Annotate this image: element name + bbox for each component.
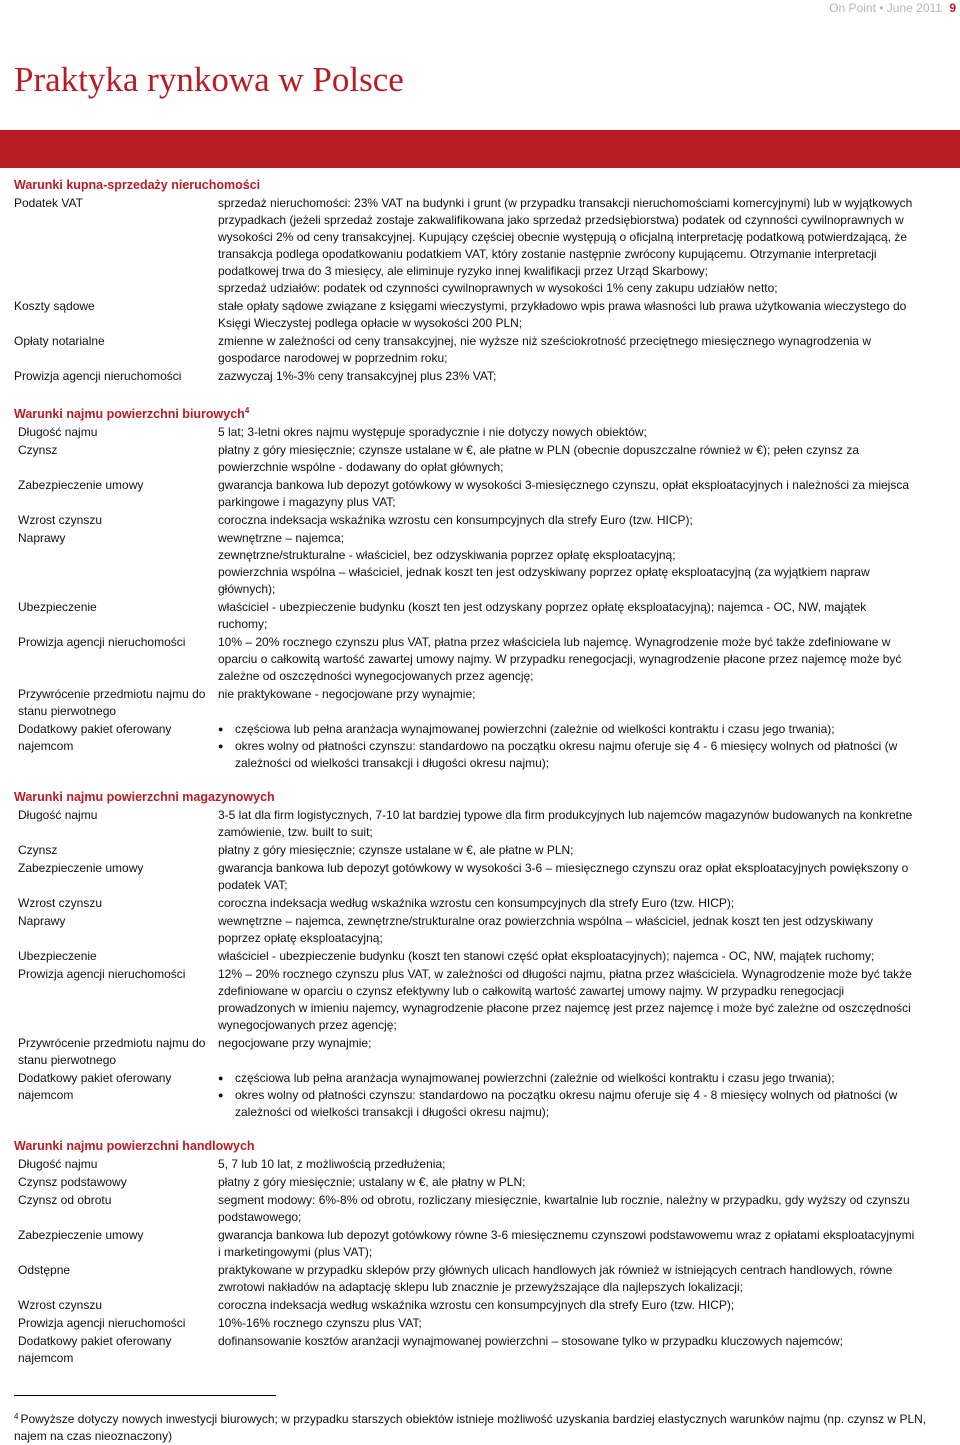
term-row bbox=[0, 860, 960, 894]
section-title bbox=[14, 1138, 960, 1155]
term-label: Opłaty notarialne bbox=[14, 334, 105, 348]
section bbox=[0, 402, 960, 772]
term-row bbox=[0, 368, 960, 385]
term-row bbox=[0, 807, 960, 841]
term-paragraph: 3-5 lat dla firm logistycznych, 7-10 lat bardziej typowe dla firm produkcyjnych lub najemców magazynów budowanych na konkretne zamówienie, tzw. built to suit; bbox=[218, 808, 913, 840]
term-paragraph: nie praktykowane - negocjowane przy wynajmie; bbox=[218, 687, 476, 702]
term-paragraph: gwarancja bankowa lub depozyt gotówkowy w wysokości 3-miesięcznego czynszu, opłat eksploatacyjnych i należności za miejsca parkingowe i magazyny plus VAT; bbox=[218, 478, 910, 510]
term-paragraph: negocjowane przy wynajmie; bbox=[218, 1036, 372, 1051]
term-label: Zabezpieczenie umowy bbox=[18, 478, 144, 493]
term-paragraph: 10%-16% rocznego czynszu plus VAT; bbox=[218, 1316, 422, 1331]
term-paragraph: 5 lat; 3-letni okres najmu występuje sporadycznie i nie dotyczy nowych obiektów; bbox=[218, 425, 647, 440]
section-title bbox=[14, 789, 960, 806]
term-label: Dodatkowy pakiet oferowany najemcom bbox=[18, 1071, 172, 1103]
term-label: Czynsz bbox=[18, 843, 58, 858]
term-paragraph: gwarancja bankowa lub depozyt gotówkowy równe 3-6 miesięcznemu czynszowi podstawowemu wraz z opłatami eksploatacyjnymi i marketingowymi (plus VAT); bbox=[218, 1228, 915, 1260]
term-value bbox=[218, 368, 918, 385]
term-value bbox=[218, 477, 918, 511]
term-paragraph: sprzedaż nieruchomości: 23% VAT na budynki i grunt (w przypadku transakcji nieruchomościami komercyjnymi) lub w wyjątkowych przypadkach (jeżeli sprzedaż zostaje zakwalifikowana jako sprzedaż przedsiębiorstwa) podatek od czynności cywilnoprawnych w wysokości 2% od ceny transakcyjnej. Kupujący częściej obecnie występują o oficjalną interpretację podatkową potwierdzającą, że transakcja podlega opodatkowaniu podatkiem VAT, który zostanie następnie zwrócony kupującemu. Otrzymanie interpretacji podatkowej trwa do 3 miesięcy, ale eliminuje ryzyko innej kwalifikacji przez Urząd Skarbowy; bbox=[218, 196, 913, 278]
term-label: Wzrost czynszu bbox=[18, 513, 103, 528]
term-row bbox=[0, 1192, 960, 1226]
footnote bbox=[14, 1408, 939, 1445]
term-paragraph: 12% – 20% rocznego czynszu plus VAT, w zależności od długości najmu, płatna przez właściciela. Wynagrodzenie może być także zdefiniowane w oparciu o czynsz efektywny lub o całkowitą wartość zawartej umowy najmy. W przypadku renegocjacji prowadzonych w imieniu najemcy, wynagrodzenie płacone przez najemcę jest przez najemcę i może być zależne od oszczędności wynegocjowanych przez agencję; bbox=[218, 967, 912, 1033]
term-row bbox=[0, 424, 960, 441]
footnote-reference: 4 bbox=[244, 406, 250, 415]
term-value bbox=[218, 948, 918, 965]
term-label: Zabezpieczenie umowy bbox=[18, 1228, 144, 1243]
term-label: Przywrócenie przedmiotu najmu do stanu pierwotnego bbox=[18, 1036, 206, 1068]
term-row bbox=[0, 442, 960, 476]
term-value bbox=[218, 913, 918, 947]
term-value bbox=[218, 721, 918, 772]
term-value bbox=[218, 1262, 918, 1296]
term-label: Podatek VAT bbox=[14, 196, 83, 210]
term-label: Naprawy bbox=[18, 914, 66, 929]
term-paragraph: zazwyczaj 1%-3% ceny transakcyjnej plus 23% VAT; bbox=[218, 369, 497, 383]
term-row bbox=[0, 195, 960, 297]
term-row bbox=[0, 477, 960, 511]
header-date: June 2011 bbox=[886, 1, 942, 15]
term-value bbox=[218, 1174, 918, 1191]
term-value bbox=[218, 424, 918, 441]
term-label: Ubezpieczenie bbox=[18, 600, 97, 615]
term-row bbox=[0, 1262, 960, 1296]
term-value bbox=[218, 1070, 918, 1121]
footnote-text: Powyższe dotyczy nowych inwestycji biurowych; w przypadku starszych obiektów istnieje możliwość uzyskania bardziej elastycznych warunków najmu (np. czynsz w PLN, najem na czas nieoznaczony) bbox=[14, 1412, 927, 1443]
term-row bbox=[0, 1297, 960, 1314]
term-paragraph: właściciel - ubezpieczenie budynku (koszt ten jest odzyskany poprzez opłatę eksploatacyjną); najemca - OC, NW, majątek ruchomy; bbox=[218, 600, 867, 632]
term-label: Ubezpieczenie bbox=[18, 949, 97, 964]
term-label: Prowizja agencji nieruchomości bbox=[18, 635, 186, 650]
term-paragraph: praktykowane w przypadku sklepów przy głównych ulicach handlowych jak również w istniejących centrach handlowych, równe zwrotowi nakładów na adaptację sklepu lub znacznie je przewyższające dla najlepszych lokalizacji; bbox=[218, 1263, 893, 1295]
term-label: Wzrost czynszu bbox=[18, 896, 103, 911]
term-value bbox=[218, 860, 918, 894]
term-row bbox=[0, 333, 960, 367]
bullet-item: ● częściowa lub pełna aranżacja wynajmowanej powierzchni (zależnie od wielkości kontraktu i czasu jego trwania); bbox=[218, 1070, 918, 1087]
term-value bbox=[218, 1227, 918, 1261]
term-paragraph: gwarancja bankowa lub depozyt gotówkowy w wysokości 3-6 – miesięcznego czynszu oraz opłat eksploatacyjnych powiększony o podatek VAT; bbox=[218, 861, 909, 893]
term-row bbox=[0, 512, 960, 529]
term-row bbox=[0, 1070, 960, 1121]
term-paragraph: coroczna indeksacja według wskaźnika wzrostu cen konsumpcyjnych dla strefy Euro (tzw. HICP); bbox=[218, 896, 735, 911]
term-label: Naprawy bbox=[18, 531, 66, 546]
term-value bbox=[218, 1315, 918, 1332]
term-value bbox=[218, 442, 918, 476]
term-row bbox=[0, 721, 960, 772]
term-value bbox=[218, 1035, 918, 1069]
footnote-marker: 4 bbox=[14, 1412, 19, 1421]
term-paragraph: zmienne w zależności od ceny transakcyjnej, nie wyższe niż sześciokrotność przeciętnego miesięcznego wynagrodzenia w gospodarce narodowej w poprzednim roku; bbox=[218, 334, 871, 365]
term-value bbox=[218, 530, 918, 598]
term-row bbox=[0, 913, 960, 947]
term-paragraph: dofinansowanie kosztów aranżacji wynajmowanej powierzchni – stosowane tylko w przypadku kluczowych najemców; bbox=[218, 1334, 843, 1349]
page-number: 9 bbox=[949, 1, 956, 15]
term-label: Prowizja agencji nieruchomości bbox=[14, 369, 182, 383]
section-title bbox=[14, 177, 960, 194]
term-paragraph: coroczna indeksacja wskaźnika wzrostu cen konsumpcyjnych dla strefy Euro (tzw. HICP); bbox=[218, 513, 693, 528]
term-row bbox=[0, 599, 960, 633]
term-label: Dodatkowy pakiet oferowany najemcom bbox=[18, 722, 172, 754]
section-title bbox=[14, 402, 960, 423]
term-row bbox=[0, 1035, 960, 1069]
term-value bbox=[218, 966, 918, 1034]
term-paragraph: powierzchnia wspólna – właściciel, jednak koszt ten jest odzyskiwany poprzez opłatę eksploatacyjną (za wyjątkiem napraw głównych); bbox=[218, 565, 870, 597]
term-label: Czynsz podstawowy bbox=[18, 1175, 127, 1190]
section-title-text: Warunki kupna-sprzedaży nieruchomości bbox=[14, 178, 261, 192]
bullet-item: ● okres wolny od płatności czynszu: standardowo na początku okresu najmu oferuje się 4 - 8 miesięcy wolnych od płatności (w zależności od wielkości transakcji i długości okresu najmu); bbox=[218, 1087, 918, 1121]
term-label: Wzrost czynszu bbox=[18, 1298, 103, 1313]
term-paragraph: zewnętrzne/strukturalne - właściciel, bez odzyskiwania poprzez opłatę eksploatacyjną; bbox=[218, 548, 676, 563]
red-banner bbox=[0, 130, 960, 168]
term-value bbox=[218, 895, 918, 912]
term-label: Przywrócenie przedmiotu najmu do stanu pierwotnego bbox=[18, 687, 206, 719]
term-label: Zabezpieczenie umowy bbox=[18, 861, 144, 876]
term-row bbox=[0, 1315, 960, 1332]
term-row bbox=[0, 530, 960, 598]
term-paragraph: wewnętrzne – najemca, zewnętrzne/strukturalne oraz powierzchnia wspólna – właściciel, jednak koszt ten jest odzyskiwany poprzez opłatę eksploatacyjną; bbox=[218, 914, 873, 946]
term-label: Długość najmu bbox=[18, 425, 98, 440]
term-paragraph: sprzedaż udziałów: podatek od czynności cywilnoprawnych w wysokości 1% ceny zakupu udziałów netto; bbox=[218, 281, 778, 295]
term-row bbox=[0, 634, 960, 685]
term-row bbox=[0, 1227, 960, 1261]
term-paragraph: 5, 7 lub 10 lat, z możliwością przedłużenia; bbox=[218, 1157, 446, 1172]
term-paragraph: wewnętrzne – najemca; bbox=[218, 531, 345, 546]
term-value bbox=[218, 1333, 918, 1367]
term-label: Czynsz od obrotu bbox=[18, 1193, 112, 1208]
term-row bbox=[0, 1333, 960, 1367]
bullet-list bbox=[218, 721, 918, 772]
term-label: Koszty sądowe bbox=[14, 299, 95, 313]
term-value bbox=[218, 512, 918, 529]
page-title: Praktyka rynkowa w Polsce bbox=[14, 60, 404, 99]
term-row bbox=[0, 1156, 960, 1173]
section-title-text: Warunki najmu powierzchni magazynowych bbox=[14, 790, 275, 805]
term-label: Dodatkowy pakiet oferowany najemcom bbox=[18, 1334, 172, 1366]
term-paragraph: 10% – 20% rocznego czynszu plus VAT, płatna przez właściciela lub najemcę. Wynagrodzenie może być także zdefiniowane w oparciu o całkowitą wartość zawartej umowy najmy. W przypadku renegocjacji, wynagrodzenie płacone przez najemcę może być zależne od oszczędności wynegocjowanych przez agencję; bbox=[218, 635, 902, 684]
term-row bbox=[0, 1174, 960, 1191]
term-label: Prowizja agencji nieruchomości bbox=[18, 1316, 186, 1331]
term-value bbox=[218, 1192, 918, 1226]
header-separator: • bbox=[879, 1, 884, 15]
term-value bbox=[218, 842, 918, 859]
term-value bbox=[218, 1156, 918, 1173]
header-brand: On Point bbox=[829, 1, 876, 15]
term-paragraph: segment modowy: 6%-8% od obrotu, rozliczany miesięcznie, kwartalnie lub rocznie, należny w przypadku, gdy wyższy od czynszu podstawowego; bbox=[218, 1193, 910, 1225]
term-paragraph: płatny z góry miesięcznie; ustalany w €, ale płatny w PLN; bbox=[218, 1175, 526, 1190]
term-row bbox=[0, 686, 960, 720]
term-paragraph: właściciel - ubezpieczenie budynku (koszt ten stanowi część opłat eksploatacyjnych); najemca - OC, NW, majątek ruchomy; bbox=[218, 949, 875, 964]
term-value bbox=[218, 599, 918, 633]
section-title-text: Warunki najmu powierzchni biurowych bbox=[14, 407, 245, 422]
term-value bbox=[218, 686, 918, 720]
section bbox=[0, 177, 960, 385]
term-label: Prowizja agencji nieruchomości bbox=[18, 967, 186, 982]
term-row bbox=[0, 895, 960, 912]
term-label: Odstępne bbox=[18, 1263, 71, 1278]
term-paragraph: stałe opłaty sądowe związane z księgami wieczystymi, przykładowo wpis prawa własności lub prawa użytkowania wieczystego do Księgi Wieczystej podlega opłacie w wysokości 200 PLN; bbox=[218, 299, 907, 330]
term-paragraph: coroczna indeksacja według wskaźnika wzrostu cen konsumpcyjnych dla strefy Euro (tzw. HICP); bbox=[218, 1298, 735, 1313]
term-value bbox=[218, 298, 918, 332]
term-row bbox=[0, 966, 960, 1034]
term-value bbox=[218, 333, 918, 367]
term-value bbox=[218, 195, 918, 297]
bullet-item: ● okres wolny od płatności czynszu: standardowo na początku okresu najmu oferuje się 4 - 6 miesięcy wolnych od płatności (w zależności od wielkości transakcji i długości okresu najmu); bbox=[218, 738, 918, 772]
term-label: Czynsz bbox=[18, 443, 58, 458]
term-paragraph: płatny z góry miesięcznie; czynsze ustalane w €, ale płatne w PLN (obecnie dopuszczalne również w €); pełen czynsz za powierzchnie wspólne - dodawany do opłat głównych; bbox=[218, 443, 859, 475]
term-value bbox=[218, 634, 918, 685]
running-header bbox=[829, 0, 956, 16]
bullet-list bbox=[218, 1070, 918, 1121]
section bbox=[0, 1138, 960, 1367]
term-value bbox=[218, 1297, 918, 1314]
term-paragraph: płatny z góry miesięcznie; czynsze ustalane w €, ale płatne w PLN; bbox=[218, 843, 574, 858]
section-title-text: Warunki najmu powierzchni handlowych bbox=[14, 1139, 255, 1154]
term-label: Długość najmu bbox=[18, 1157, 98, 1172]
footnote-rule bbox=[14, 1395, 276, 1396]
term-row bbox=[0, 298, 960, 332]
term-row bbox=[0, 842, 960, 859]
term-value bbox=[218, 807, 918, 841]
bullet-item: ● częściowa lub pełna aranżacja wynajmowanej powierzchni (zależnie od wielkości kontraktu i czasu jego trwania); bbox=[218, 721, 918, 738]
section bbox=[0, 789, 960, 1121]
content-area bbox=[0, 177, 960, 1384]
term-label: Długość najmu bbox=[18, 808, 98, 823]
term-row bbox=[0, 948, 960, 965]
